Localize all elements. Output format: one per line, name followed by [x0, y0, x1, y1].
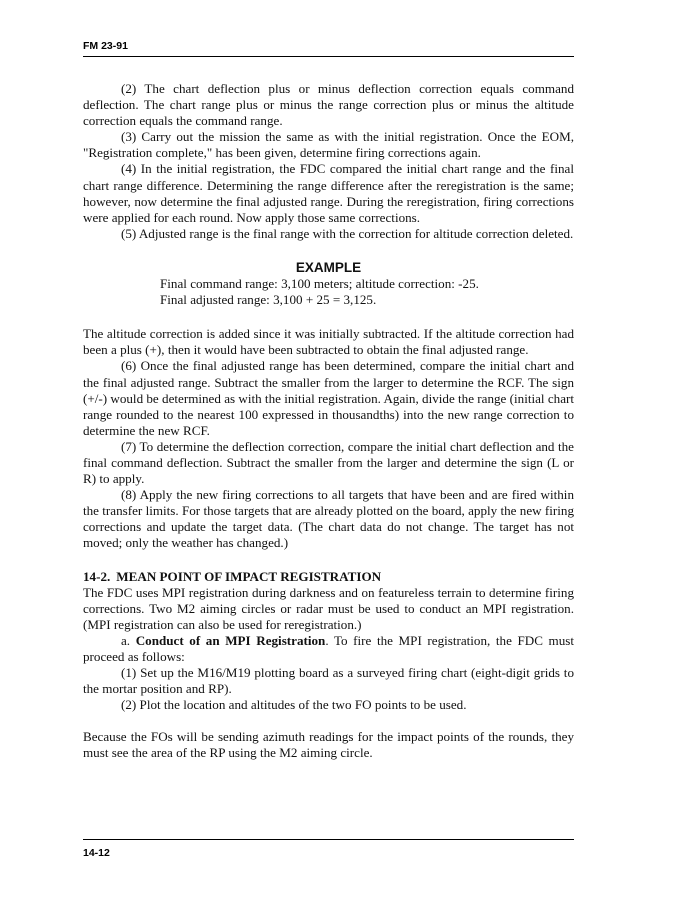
paragraph-7: (7) To determine the deflection correction, compare the initial chart deflection and the final command deflection. Subtract the smaller from the larger and determine the sign (L or R) to apply. — [83, 438, 574, 487]
paragraph-3: (3) Carry out the mission the same as with the initial registration. Once the EOM, "Registration complete," has been given, determine firing corrections again. — [83, 129, 574, 161]
example-title: EXAMPLE — [295, 259, 362, 275]
altitude-note: The altitude correction is added since it was initially subtracted. If the altitude correction had been a plus (+), then it would have been subtracted to obtain the final adjusted range. — [83, 326, 574, 358]
section-heading — [83, 569, 574, 585]
paragraph-4: (4) In the initial registration, the FDC compared the initial chart range and the final chart range difference. Determining the range difference after the reregistration is the same; however, now determine the final adjusted range. During the reregistration, firing corrections were applied for each round. Now apply those same corrections. — [83, 161, 574, 225]
closing-paragraph: Because the FOs will be sending azimuth readings for the impact points of the rounds, they must see the area of the RP using the M2 aiming circle. — [83, 729, 574, 761]
spacer — [83, 242, 574, 260]
body-text — [83, 81, 574, 762]
header-rule — [83, 56, 574, 57]
subsection-a-title: Conduct of an MPI Registration — [135, 632, 326, 648]
spacer — [83, 552, 574, 569]
spacer — [83, 713, 574, 729]
section-title: MEAN POINT OF IMPACT REGISTRATION — [116, 568, 382, 584]
example-line-2: Final adjusted range: 3,100 + 25 = 3,125. — [160, 292, 377, 308]
paragraph-8: (8) Apply the new firing corrections to all targets that have been and are fired within the transfer limits. For those targets that are already plotted on the board, apply the new firing corrections and update the target data. (The chart data do not change. The target has not moved; only the weather has changed.) — [83, 487, 574, 551]
example-line-1: Final command range: 3,100 meters; altitude correction: -25. — [160, 276, 479, 292]
section-number: 14-2. — [83, 568, 111, 584]
paragraph-5: (5) Adjusted range is the final range with the correction for altitude correction deleted. — [121, 225, 574, 241]
subsection-a-text: . To fire the MPI registration, the FDC must proceed as follows: — [83, 632, 574, 664]
paragraph-2: (2) The chart deflection plus or minus deflection correction equals command deflection. The chart range plus or minus the range correction plus or minus the altitude correction equals the command range. — [83, 81, 574, 129]
subsection-a-prefix: a. — [121, 632, 131, 648]
section-intro: The FDC uses MPI registration during darkness and on featureless terrain to determine firing corrections. Two M2 aiming circles or radar must be used to conduct an MPI registration. (MPI registration can also be used for reregistration.) — [83, 584, 574, 632]
header-label: FM 23-91 — [83, 40, 128, 52]
paragraph-6: (6) Once the final adjusted range has been determined, compare the initial chart and the final adjusted range. Subtract the smaller from the larger to determine the RCF. The sign (+/-) would be determined as with the initial registration. Again, divide the range (initial chart range rounded to the nearest 100 expressed in thousandths) into the new range correction to determine the new RCF. — [83, 358, 574, 438]
page-number: 14-12 — [83, 847, 110, 859]
step-1: (1) Set up the M16/M19 plotting board as a surveyed firing chart (eight-digit grids to the mortar position and RP). — [83, 665, 574, 697]
subsection-a — [83, 633, 574, 665]
spacer — [83, 308, 574, 326]
step-2: (2) Plot the location and altitudes of the two FO points to be used. — [121, 697, 467, 713]
footer-rule — [83, 839, 574, 840]
